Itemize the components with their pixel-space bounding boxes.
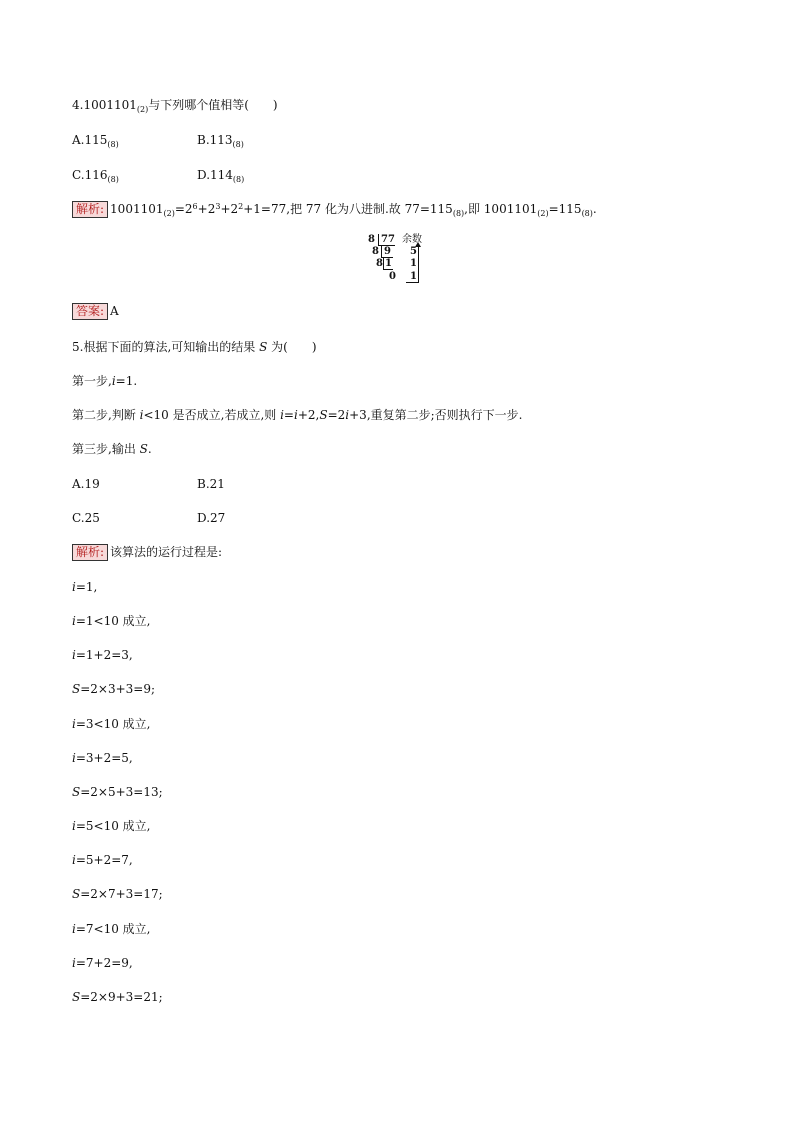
- division-row-remainder: 1: [410, 258, 417, 269]
- trace-var: S: [72, 990, 81, 1004]
- q4-option-b[interactable]: [197, 132, 244, 148]
- trace-var: i: [72, 819, 76, 833]
- q4-option-c-base: (8): [107, 175, 119, 184]
- q4-analysis-base: (8): [581, 209, 593, 218]
- trace-text: =5+2=7,: [75, 853, 133, 867]
- trace-var: i: [72, 922, 76, 936]
- q4-stem: [72, 97, 278, 113]
- trace-text: =2×3+3=9;: [80, 682, 156, 696]
- q5-step1-var: i: [111, 374, 116, 388]
- q4-option-c-text: C.116: [72, 168, 108, 182]
- q4-stem-base: (2): [136, 105, 149, 114]
- q5-step2-seg: +2,: [297, 408, 320, 422]
- q5-option-c[interactable]: C.25: [72, 511, 100, 525]
- division-row-divisor: 8: [376, 258, 383, 269]
- trace-line: [72, 886, 163, 902]
- q5-step2-var: i: [293, 408, 298, 422]
- trace-text: =1<10 成立,: [75, 614, 151, 628]
- trace-text: =1+2=3,: [75, 648, 133, 662]
- q5-step2-var: i: [139, 408, 144, 422]
- q5-stem-seg: 5.根据下面的算法,可知输出的结果: [72, 340, 260, 354]
- q5-stem: [72, 339, 317, 355]
- q4-analysis-seg: +1=77,把 77 化为八进制.故 77=115: [243, 202, 453, 216]
- trace-var: S: [72, 887, 81, 901]
- trace-line: [72, 921, 151, 937]
- q4-analysis-seg: +2: [220, 202, 239, 216]
- division-row-quotient: 1: [385, 258, 392, 269]
- q4-answer-value: A: [110, 304, 119, 318]
- q5-step1-seg: =1.: [115, 374, 138, 388]
- trace-var: i: [72, 956, 76, 970]
- remainder-arrow-line: [418, 246, 419, 283]
- q4-answer-tag: 答案:: [72, 303, 108, 320]
- q5-analysis: [72, 544, 222, 561]
- division-row-divisor: 8: [372, 246, 379, 257]
- trace-var: i: [72, 580, 76, 594]
- trace-text: =5<10 成立,: [75, 819, 151, 833]
- q4-stem-number: 4.1001101: [72, 98, 137, 112]
- q5-step2-seg: +3,重复第二步;否则执行下一步.: [349, 408, 523, 422]
- trace-line: [72, 681, 155, 697]
- q4-analysis-exp: 6: [192, 202, 198, 211]
- q5-step1-seg: 第一步,: [72, 374, 112, 388]
- q5-option-d[interactable]: D.27: [197, 511, 226, 525]
- division-row-remainder: 5: [410, 246, 417, 257]
- trace-text: =7+2=9,: [75, 956, 133, 970]
- q5-step2-var: S: [319, 408, 328, 422]
- trace-line: [72, 989, 163, 1005]
- trace-text: =3+2=5,: [75, 751, 133, 765]
- trace-line: [72, 818, 151, 834]
- remainder-bracket-base: [406, 282, 419, 283]
- trace-var: i: [72, 648, 76, 662]
- q5-step2: [72, 407, 523, 423]
- q4-analysis-base: (2): [163, 209, 175, 218]
- q5-stem-var: S: [259, 340, 268, 354]
- trace-text: =2×7+3=17;: [80, 887, 163, 901]
- trace-var: i: [72, 614, 76, 628]
- q4-analysis-seg: =2: [174, 202, 193, 216]
- trace-var: i: [72, 751, 76, 765]
- q4-option-a[interactable]: [72, 132, 119, 148]
- arrow-up-icon: [415, 242, 421, 247]
- q4-analysis-exp: 2: [238, 202, 244, 211]
- q4-analysis-seg: ,即 1001101: [464, 202, 538, 216]
- trace-text: =3<10 成立,: [75, 717, 151, 731]
- q4-option-a-base: (8): [107, 140, 119, 149]
- trace-var: S: [72, 682, 81, 696]
- q5-step1: [72, 373, 137, 389]
- q5-analysis-intro: 该算法的运行过程是:: [110, 545, 223, 559]
- q5-option-b[interactable]: B.21: [197, 477, 225, 491]
- q5-option-a[interactable]: A.19: [72, 477, 100, 491]
- division-row-remainder: 1: [410, 271, 417, 282]
- q5-step3-var: S: [139, 442, 148, 456]
- trace-line: [72, 955, 133, 971]
- trace-text: =1,: [75, 580, 98, 594]
- division-header-label: 余数: [402, 234, 422, 245]
- q4-analysis-exp: 3: [215, 202, 221, 211]
- trace-text: =7<10 成立,: [75, 922, 151, 936]
- trace-var: i: [72, 853, 76, 867]
- q4-option-c[interactable]: [72, 167, 119, 183]
- trace-line: [72, 579, 97, 595]
- trace-line: [72, 784, 163, 800]
- q4-analysis-seg: +2: [197, 202, 216, 216]
- q5-step2-var: i: [280, 408, 284, 422]
- q5-step3: [72, 441, 152, 457]
- q4-answer: [72, 303, 119, 320]
- q5-step3-seg: 第三步,输出: [72, 442, 140, 456]
- trace-var: S: [72, 785, 81, 799]
- q5-step2-seg: 第二步,判断: [72, 408, 140, 422]
- division-header-divisor: 8: [368, 234, 375, 245]
- q4-option-b-base: (8): [232, 140, 244, 149]
- q4-option-d-text: D.114: [197, 168, 233, 182]
- q4-option-d[interactable]: [197, 167, 244, 183]
- trace-line: [72, 852, 133, 868]
- q4-analysis-tag: 解析:: [72, 201, 108, 218]
- q5-analysis-tag: 解析:: [72, 544, 108, 561]
- q4-analysis-base: (2): [537, 209, 549, 218]
- q4-option-d-base: (8): [232, 175, 245, 184]
- trace-text: =2×9+3=21;: [80, 990, 163, 1004]
- q4-option-a-text: A.115: [72, 133, 108, 147]
- trace-var: i: [72, 717, 76, 731]
- trace-line: [72, 647, 133, 663]
- q4-analysis-seg: 1001101: [110, 202, 164, 216]
- q5-step3-seg: .: [147, 442, 152, 456]
- division-row-quotient: 9: [384, 246, 391, 257]
- q5-step2-seg: <10 是否成立,若成立,则: [143, 408, 281, 422]
- q5-stem-seg: 为( ): [267, 340, 317, 354]
- trace-line: [72, 716, 151, 732]
- division-figure: [360, 232, 440, 288]
- division-row-quotient: 0: [389, 271, 396, 282]
- trace-line: [72, 750, 133, 766]
- q5-step2-seg: =: [283, 408, 294, 422]
- q4-option-b-text: B.113: [197, 133, 233, 147]
- trace-text: =2×5+3=13;: [80, 785, 163, 799]
- q5-step2-var: i: [345, 408, 350, 422]
- q5-step2-seg: =2: [327, 408, 346, 422]
- q4-stem-text: 与下列哪个值相等( ): [148, 98, 278, 112]
- q4-analysis: [72, 201, 597, 218]
- division-header-value: 77: [381, 234, 395, 245]
- q4-analysis-base: (8): [452, 209, 465, 218]
- division-bar: [383, 269, 393, 270]
- trace-line: [72, 613, 151, 629]
- q4-analysis-seg: =115: [548, 202, 582, 216]
- q4-analysis-seg: .: [592, 202, 597, 216]
